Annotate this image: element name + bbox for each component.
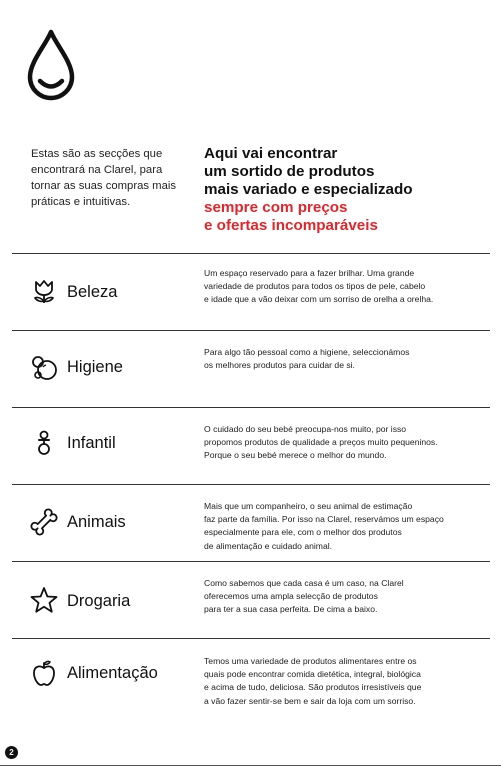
- desc-line: variedade de produtos para todos os tipos de pele, cabelo: [204, 281, 426, 292]
- desc-line: Para algo tão pessoal como a higiene, seleccionámos: [204, 347, 410, 357]
- headline-line-1: Aqui vai encontrar: [204, 145, 338, 162]
- desc-line: Temos uma variedade de produtos alimentares entre os: [204, 656, 417, 666]
- section-desc-drogaria: [204, 577, 496, 617]
- section-title-higiene: Higiene: [67, 358, 123, 376]
- section-desc-infantil: [204, 423, 496, 463]
- desc-line: oferecemos uma ampla selecção de produtos: [204, 591, 378, 602]
- soap-bubbles-icon: [30, 353, 58, 381]
- bone-icon: [30, 508, 58, 536]
- bottom-divider: [0, 765, 501, 766]
- section-title-animais: Animais: [67, 513, 126, 531]
- section-divider: [12, 253, 490, 254]
- headline-red-line-2: e ofertas incomparáveis: [204, 217, 378, 234]
- desc-line: Porque o seu bebé merece o melhor do mundo.: [204, 450, 387, 461]
- section-divider: [12, 561, 490, 562]
- desc-line: quais pode encontrar comida dietética, integral, biológica: [204, 669, 421, 680]
- tulip-icon: [30, 277, 58, 305]
- intro-text: Estas são as secções que encontrará na Clarel, para tornar as suas compras mais práticas e intuitivas.: [31, 148, 177, 208]
- desc-line: e acima de tudo, deliciosa. São produtos irresistíveis que: [204, 682, 422, 693]
- section-title-alimentacao: Alimentação: [67, 664, 158, 682]
- desc-line: Como sabemos que cada casa é um caso, na Clarel: [204, 578, 404, 588]
- desc-line: especialmente para ele, com o melhor dos produtos: [204, 527, 402, 538]
- desc-line: a vão fazer sentir-se bem e sair da loja com um sorriso.: [204, 695, 416, 706]
- desc-line: propomos produtos de qualidade a preços muito pequeninos.: [204, 437, 438, 448]
- section-desc-beleza: [204, 267, 496, 307]
- section-desc-alimentacao: [204, 655, 496, 708]
- headline-line-2: um sortido de produtos: [204, 163, 375, 180]
- desc-line: os melhores produtos para cuidar de si.: [204, 360, 355, 371]
- section-title-beleza: Beleza: [67, 283, 118, 301]
- star-icon: [30, 586, 58, 614]
- headline-red-line-1: sempre com preços: [204, 199, 348, 216]
- drop-smile-icon: [27, 28, 75, 102]
- desc-line: e idade que a vão deixar com um sorriso de orelha a orelha.: [204, 294, 434, 305]
- section-divider: [12, 330, 490, 331]
- desc-line: Um espaço reservado para a fazer brilhar. Uma grande: [204, 268, 415, 278]
- page-number: 2: [5, 746, 18, 759]
- section-desc-animais: [204, 500, 496, 553]
- desc-line: para ter a sua casa perfeita. De cima a baixo.: [204, 604, 378, 615]
- headline: [204, 145, 494, 235]
- section-title-drogaria: Drogaria: [67, 592, 131, 610]
- desc-line: Mais que um companheiro, o seu animal de estimação: [204, 501, 413, 511]
- section-divider: [12, 638, 490, 639]
- section-divider: [12, 484, 490, 485]
- section-title-infantil: Infantil: [67, 434, 116, 452]
- section-divider: [12, 407, 490, 408]
- section-desc-higiene: [204, 346, 496, 372]
- headline-line-3: mais variado e especializado: [204, 181, 413, 198]
- desc-line: O cuidado do seu bebé preocupa-nos muito, por isso: [204, 424, 407, 434]
- apple-icon: [30, 659, 58, 687]
- desc-line: faz parte da família. Por isso na Clarel, reservámos um espaço: [204, 514, 444, 525]
- desc-line: de alimentação e cuidado animal.: [204, 540, 333, 551]
- pacifier-icon: [30, 429, 58, 457]
